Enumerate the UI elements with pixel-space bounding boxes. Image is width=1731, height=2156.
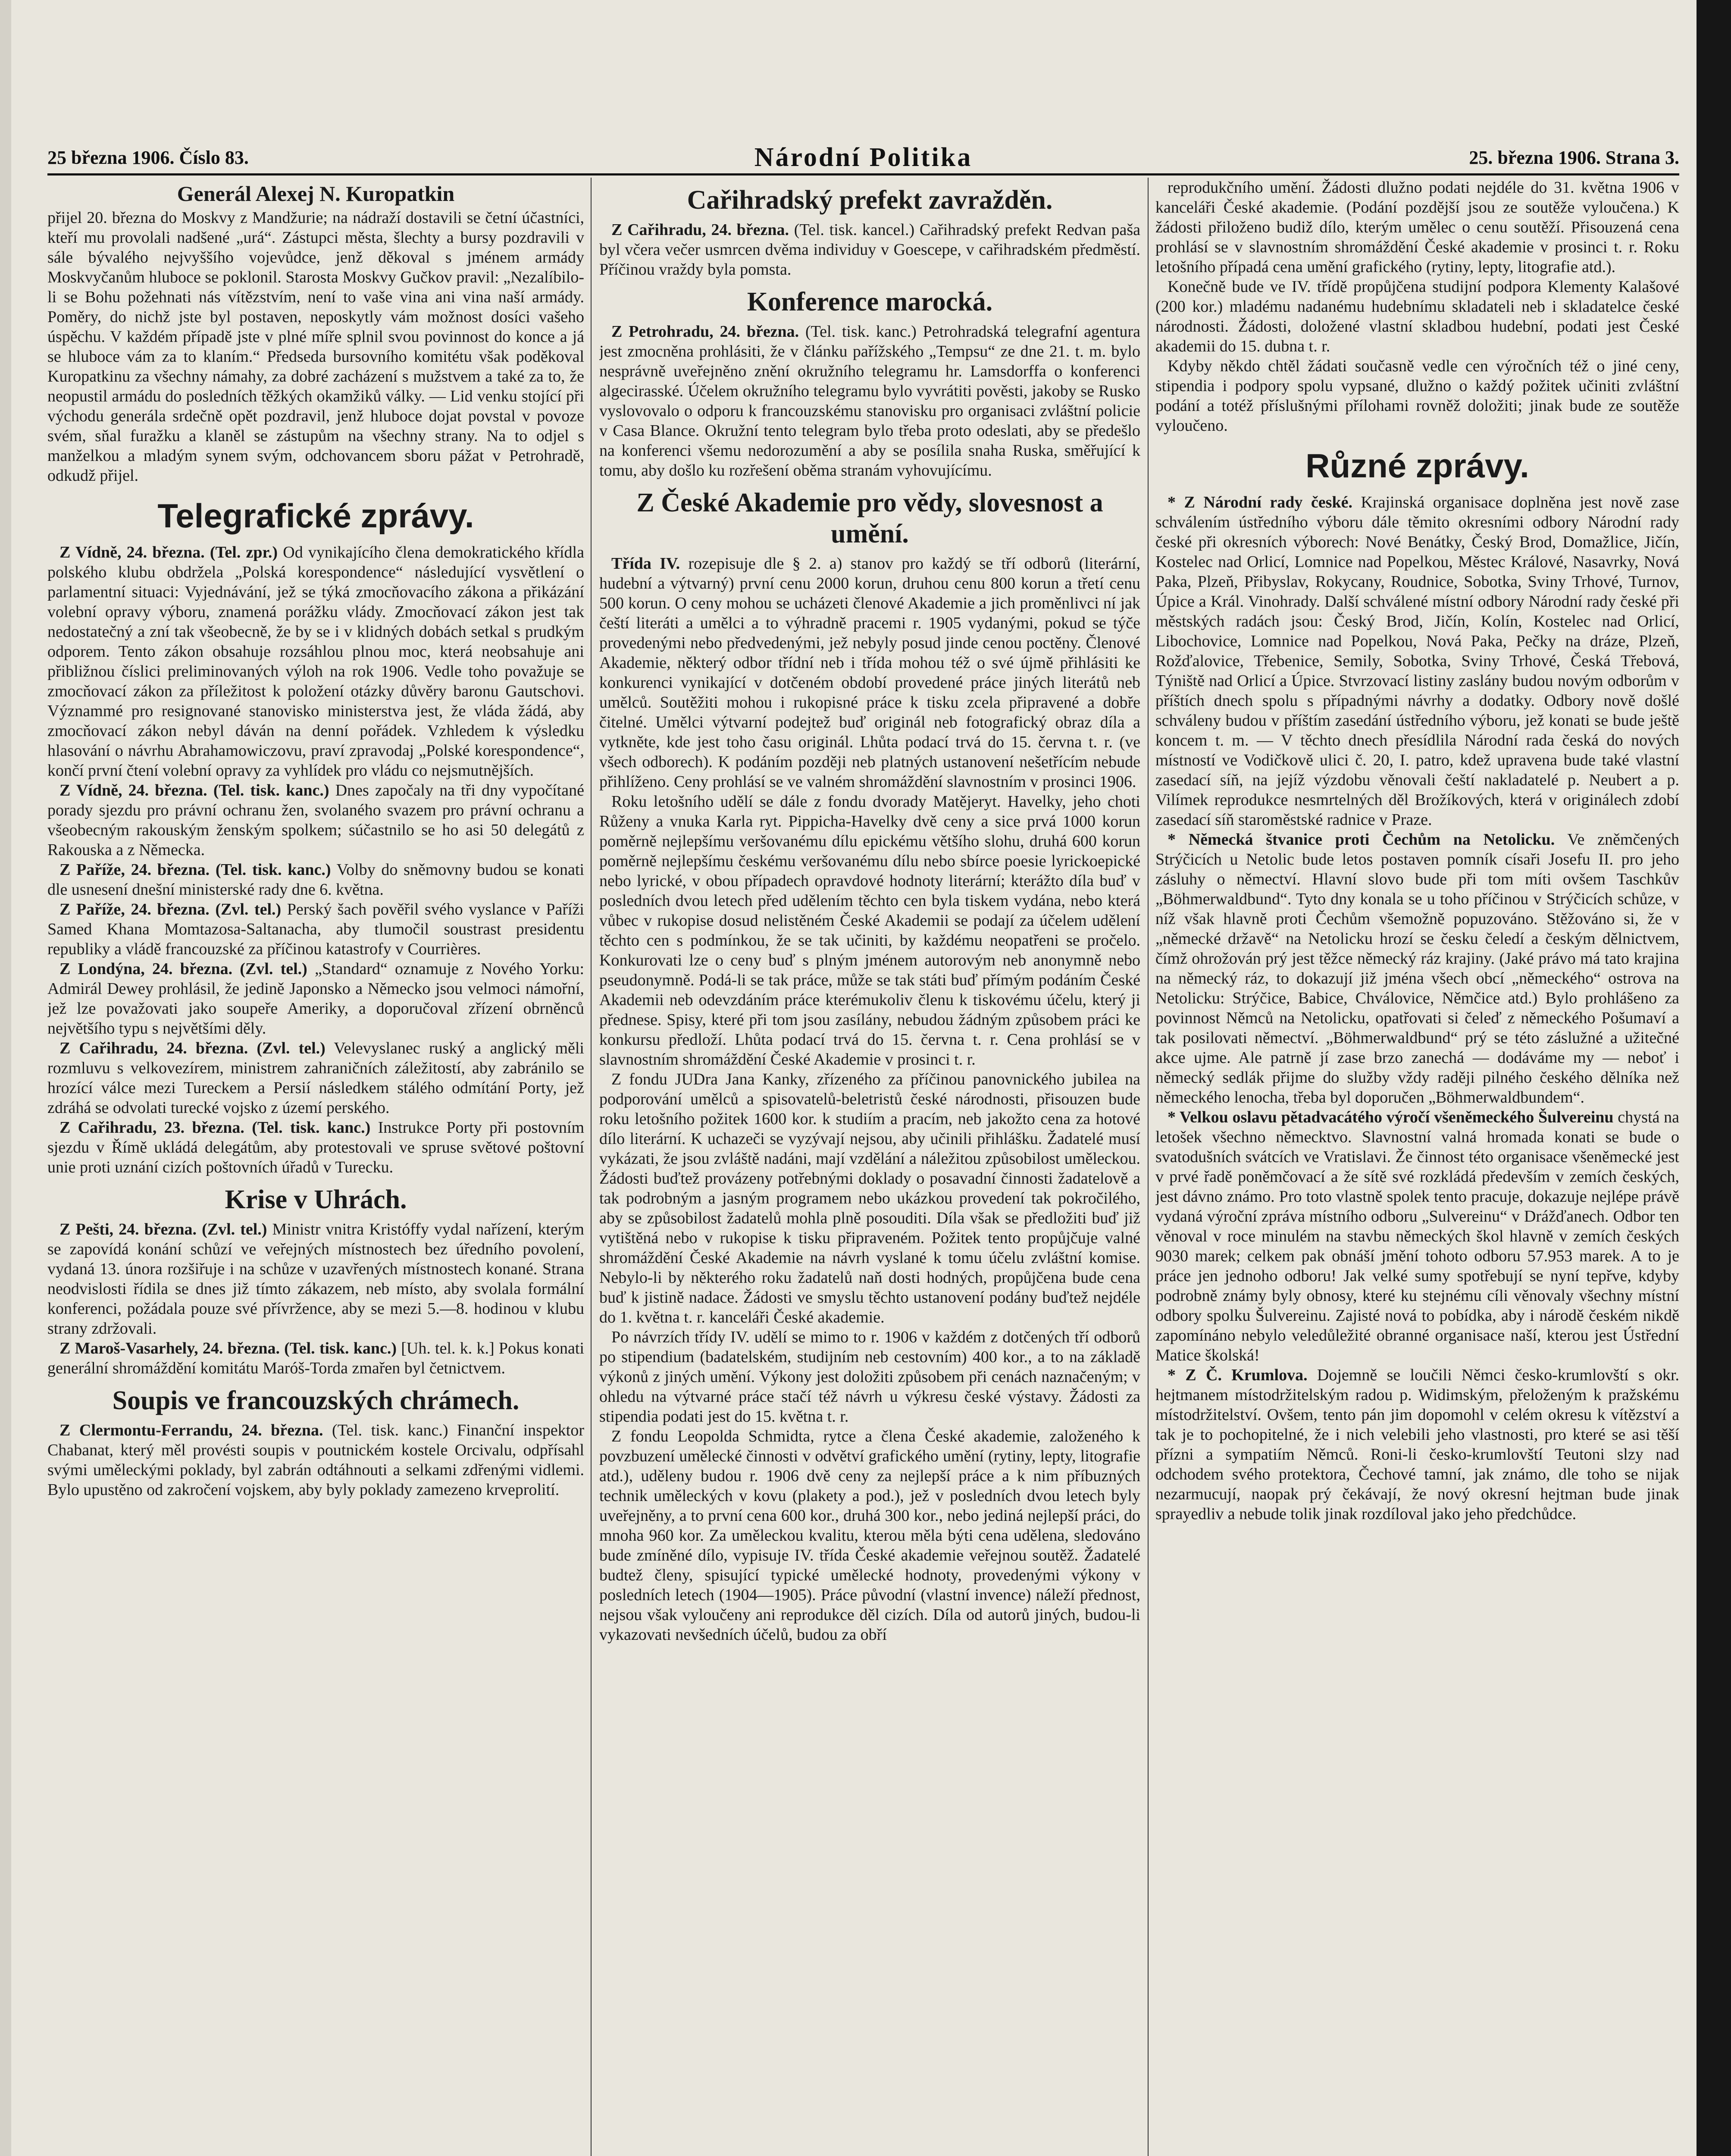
paragraph-text: (Tel. tisk. kancel.) Cařihradský prefekt Redvan paša byl včera večer usmrcen dvěma individuy v Goescepe, v cařihradském předměstí. Příčinou vraždy byla pomsta. (599, 221, 1140, 279)
news-paragraph (599, 792, 1140, 1069)
issue-date-left: 25 března 1906. Číslo 83. (47, 147, 249, 168)
masthead-rule (47, 173, 1679, 175)
paragraph-text: (Tel. tisk. kanc.) Petrohradská telegrafní agentura jest zmocněna prohlásiti, že v článku pařížského „Tempsu“ ze dne 21. t. m. bylo nesprávně uveřejněno znění okružního telegramu hr. Lamsdorffa o konferenci algecirasské. Účelem okružního telegramu bylo vyvrátiti pověsti, jakoby se Rusko vyslovovalo o odporu k francouzskému stanovisku pro organisaci zvláštní policie v Casa Blance. Okružní tento telegram bylo třeba proto odeslati, aby se předešlo na konferenci všemu nedorozumění a aby se posílila snaha Ruska, směřující k tomu, aby došlo ku rozřešení oběma stranám vyhovujícímu. (599, 323, 1140, 479)
news-paragraph (1155, 492, 1679, 830)
paragraph-text: Z fondu JUDra Jana Kanky, zřízeného za příčinou panovnického jubilea na podporování umělců a spisovatelů-beletristů české národnosti, přisouzen bude roku letošního požitek 1600 kor. k studiím a pracím, neb jakožto cena za hotové dílo literární. K uchazeči se vyzývají nejsou, aby učinili přihlášku. Žadatelé musí vykázati, že jsou zvláště nadáni, mají vzdělání a náležitou způsobilost uměleckou. Žádosti buďtež provázeny potřebnými doklady o posavadní činnosti žadatelově a tak podrobným a jasným programem nebo ukázkou provedení tak pokročilého, aby se způsobilost žadatelů mohla plně posouditi. Díla však se předložiti buď již vytištěná nebo v rukopise k tisku připraveném. Požitek tento propůjčuje valné shromáždění České Akademie na návrh vyslané k tomu účelu zvláštní komise. Nebylo-li by některého roku žadatelů naň dosti hodných, propůjčena bude cena buď k jistině nadace. Žádosti ve smyslu těchto ustanovení podány buďtež nejdéle do 1. května t. r. kanceláři České akademie. (599, 1070, 1140, 1326)
dateline: Z Maroš-Vasarhely, 24. března. (Tel. tisk. kanc.) (59, 1339, 397, 1357)
article-title-soupis: Soupis ve francouzských chrámech. (112, 1386, 520, 1415)
paragraph-text: rozepisuje dle § 2. a) stanov pro každý se tří odborů (literární, hudební a výtvarný) první cenu 2000 korun, druhou cenu 800 korun a třetí cenu 500 korun. O ceny mohou se ucházeti členové Akademie a jich proměnlivci ní jak čeští literáti a umělci a to výhradně pracemi r. 1905 vydanými, pokud se týče provedenými nebo předvedenými, jež nebyly posud jinde cenou poctěny. Členové Akademie, některý odbor třídní neb i třída mohou též o své újmě přihlásiti ke konkurenci vynikající v dotčeném období provedené práce jiných literátů neb umělců. Soutěžiti mohou i rukopisné práce k tisku zcela připravené a dobře čitelné. Umělci výtvarní podejtež buď originál neb fotografický obraz díla a vytkněte, kde jest toho času originál. Lhůta podací trvá do 15. června t. r. (ve všech odborech). K podáním později neb platných ustanovení nešetřícím nebude přihlíženo. Ceny prohlásí se ve valném shromáždění slavnostním v prosinci 1906. (599, 555, 1140, 791)
paragraph-text: Perský šach pověřil svého vyslance v Paříži Samed Khana Momtazosa-Saltanacha, aby tlumočil soustrast presidentu republiky a vládě francouzské za příčinou katastrofy v Courrières. (47, 900, 584, 958)
news-paragraph (47, 860, 584, 899)
dateline: * Z Národní rady české. (1168, 493, 1352, 511)
news-paragraph (47, 1038, 584, 1118)
news-paragraph (1155, 1107, 1679, 1365)
dateline: Z Petrohradu, 24. března. (611, 323, 799, 341)
masthead (47, 142, 1679, 173)
news-paragraph (1155, 1365, 1679, 1524)
news-paragraph (47, 1420, 584, 1500)
news-paragraph (599, 554, 1140, 792)
news-paragraph (1155, 277, 1679, 356)
column-1 (47, 178, 584, 2156)
paragraph-text: Dnes započaly na tři dny vypočítané porady sjezdu pro právní ochranu žen, svolaného svazem pro právní ochranu a všeobecným rakouským ženským spolkem; súčastnilo se ho asi 50 delegátů z Rakouska a z Německa. (47, 781, 584, 859)
article-title-kuropatkin: Generál Alexej N. Kuropatkin (177, 182, 455, 206)
news-paragraph (1155, 830, 1679, 1107)
paragraph-text: Ministr vnitra Kristóffy vydal nařízení, kterým se zapovídá konání schůzí ve veřejných místnostech bez úředního povolení, vydaná 13. února rozšiřuje i na schůze v uzavřených místnostech konané. Strana neodvislosti řídila se dnes již tímto zákazem, neb místo, aby svolala formální konferenci, požádala pouze své přívržence, aby se mezi 5.—8. hodinou v klubu strany zdržovali. (47, 1220, 584, 1338)
news-paragraph (599, 220, 1140, 279)
paragraph-text: „Standard“ oznamuje z Nového Yorku: Admirál Dewey prohlásil, že jedině Japonsko a Německo jsou velmoci námořní, jež lze považovati jako soupeře Ameriky, a doporučoval zřízení obrněnců největšího typu s největšími děly. (47, 960, 584, 1037)
dateline: Z Cařihradu, 23. března. (Tel. tisk. kanc.) (59, 1119, 371, 1137)
prefekt-paragraphs (599, 220, 1140, 279)
krise-paragraphs (47, 1219, 584, 1378)
paragraph-text: Kdyby někdo chtěl žádati současně vedle cen výročních též o jiné ceny, stipendia i podpory spolu vypsané, dlužno o každý požitek učiniti zvláštní podání a totéž příslušnými přílohami rovněž doložiti; jinak bude ze soutěže vyloučeno. (1155, 357, 1679, 435)
news-paragraph (599, 1327, 1140, 1426)
paragraph-text: Dojemně se loučili Němci česko-krumlovští s okr. hejtmanem místodržitelským radou p. Widimským, přeloženým k pražskému místodržitelství. Ovšem, tento pán jim dopomohl v celém okresu k vítězství a tak je to pochopitelné, že i nich velebili jeho vlastnosti, pro které se asi těší přízni a sympatiím Němců. Roni-li česko-krumlovští Teutoni slzy nad odchodem svého protektora, Čechové tamní, jak známo, dle toho se nijak nezarmucují, naopak prý čekávají, že nový okresní hejtman bude jinak sprayedliv a nebude tolik jinak rozdíloval jako jeho předchůdce. (1155, 1366, 1679, 1523)
article-title-akademie: Z České Akademie pro vědy, slovesnost a umění. (636, 488, 1103, 548)
column-3 (1155, 178, 1679, 2156)
akademie-paragraphs (599, 554, 1140, 1645)
soupis-paragraphs (47, 1420, 584, 1500)
dateline: Z Paříže, 24. března. (Tel. tisk. kanc.) (59, 861, 331, 879)
scan-left-margin (0, 0, 11, 2156)
news-paragraph (47, 899, 584, 959)
dateline: Z Vídně, 24. března. (Tel. tisk. kanc.) (59, 781, 329, 799)
dateline: Z Pešti, 24. března. (Zvl. tel.) (59, 1220, 267, 1238)
news-paragraph (1155, 178, 1679, 277)
news-paragraph (47, 780, 584, 860)
news-paragraph (47, 1338, 584, 1378)
paragraph-text: [Uh. tel. k. k.] Pokus konati generální shromáždění komitátu Maróš-Torda zmařen byl četnictvem. (47, 1339, 584, 1377)
dateline: Z Clermontu-Ferrandu, 24. března. (59, 1421, 323, 1439)
news-paragraph (599, 1426, 1140, 1645)
news-paragraph (47, 1219, 584, 1338)
article-title-krise: Krise v Uhrách. (225, 1185, 407, 1214)
paragraph-text: Z fondu Leopolda Schmidta, rytce a člena České akademie, založeného k povzbuzení umělecké činnosti v odvětví grafického umění (rytiny, lepty, litografie atd.), uděleny budou r. 1906 dvě ceny za nejlepší práce a k nim příbuzných technik uměleckých v kovu (plakety a pod.), jež v posledních dvou letech byly uveřejněny, a to první cena 600 kor., druhá 300 kor., nebo jediná nejlepší práci, do mnoha 960 kor. Za uměleckou kvalitu, kterou měla býti cena udělena, sledováno bude zmíněné dílo, vypisuje IV. třída České akademie veřejnou soutěž. Žadatelé budtež členy, spisující typické umělecké hodnoty, provedenými výkony v posledních letech (1904—1905). Práce původní (vlastní invence) náleží přednost, nejsou však vyloučeny ani reprodukce děl cizích. Díla od autorů jiných, budou-li vykazovati nevšedních účelů, budou za obří (599, 1427, 1140, 1644)
news-paragraph (599, 322, 1140, 480)
paragraph-text: Od vynikajícího člena demokratického křídla polského klubu obdržela „Polská korespondence“ následující vysvětlení o parlamentní situaci: Vyjednávání, jež se týká zmocňovacího zákona a přikázání volební opravy výboru, znamená porážku vlády. Zmocňovací zákon jest tak nedostatečný a zní tak všeobecně, že by se i v klidných dobách setkal s prudkým odporem. Tento zákon obsahuje rozsáhlou plnou moc, která neobsahuje ani přibližnou číslici preliminovaných výloh na rok 1906. Vedle toho považuje se zmocňovací zákon za příležitost k položení otázky důvěry baronu Gautschovi. Význammé pro resignované stanovisko ministerstva jest, že vláda žádá, aby zmocňovací zákon nebyl dáván na denní pořádek. Vzhledem k výsledku hlasování o návrhu Abrahamowiczovu, praví zpravodaj „Polské korespondence“, končí první čtení volební opravy za vyhlídek pro vládu co nejsmutnějších. (47, 543, 584, 780)
news-paragraph (1155, 356, 1679, 436)
dateline: Třída IV. (611, 555, 680, 573)
paragraph-text: Ve zněmčených Strýčicích u Netolic bude letos postaven pomník císaři Josefu II. pro jeho zásluhy o němectví. Hlavní slovo bude při tom míti ovšem Taschkův „Böhmerwaldbund“. Tyto dny konala se u toho příčinou v Strýčicích schůze, v níž však hlavně proti Čechům všemožně popuzováno. Stěžováno si, že v „německé državě“ na Netolicku hrozí se česku čeledí a českým dělnictvem, čímž ohrožován prý jest těžce německý ráz krajiny. (Jaké právo má tato krajina na německý ráz, to dokazují již jména všech obcí „německého“ ostrova na Netolicku: Strýčice, Babice, Chválovice, Němčice atd.) Bylo prohlášeno za povinnost Němců na Netolicku, opatřovati si čeleď z německého Pošumaví a tak posilovati němectví. „Böhmerwaldbund“ prý se této záslužné a užitečné akce ujme. Ale patrně jí zase brzo zanechá — dodáváme my — neboť i německý sedlák přijme do služby vždy raději pilného českého dělníka než německého lenocha, třeba byl doporučen „Böhmerwaldbundem“. (1155, 830, 1679, 1106)
scan-right-border (1697, 0, 1731, 2156)
paragraph-text: Instrukce Porty při postovním sjezdu v Římě ukládá delegátům, aby protestovali ve spruse světové poštovní unie proti uznání cizích poštovních úřadů v Turecku. (47, 1119, 584, 1176)
telegraficke-paragraphs (47, 542, 584, 1177)
section-title-ruzne: Různé zprávy. (1305, 447, 1529, 485)
paragraph-text: Konečně bude ve IV. třídě propůjčena studijní podpora Klementy Kalašové (200 kor.) mladému nadanému hudebnímu skladateli neb i skladatelce české národnosti. Žádosti, doložené vlastní skladbou hudební, podati jest České akademii do 15. dubna t. r. (1155, 278, 1679, 355)
dateline: Z Paříže, 24. března. (Zvl. tel.) (59, 900, 282, 918)
dateline: * Velkou oslavu pětadvacátého výročí všeněmeckého Šulvereinu (1168, 1108, 1614, 1126)
dateline: Z Vídně, 24. března. (Tel. zpr.) (59, 543, 278, 561)
column-rule-2 (1148, 178, 1149, 2156)
column-2 (599, 178, 1140, 2156)
dateline: Z Cařihradu, 24. března. (Zvl. tel.) (59, 1039, 326, 1057)
dateline: Z Londýna, 24. března. (Zvl. tel.) (59, 960, 307, 978)
konference-paragraphs (599, 322, 1140, 480)
news-paragraph (47, 1118, 584, 1177)
paragraph-text: Po návrzích třídy IV. udělí se mimo to r. 1906 v každém z dotčených tří odborů po stipendium (badatelském, studijním neb cestovním) 400 kor., a to na základě výkonů z jiných umění. Výkony jest doložiti způsobem při cenách naznačeným; v ohledu na výtvarné práce stačí též návrh u výkresu české výstavy. Žádosti za stipendia podati jest do 15. května t. r. (599, 1328, 1140, 1426)
newspaper-title: Národní Politika (754, 143, 973, 172)
column-rule-1 (591, 178, 592, 2156)
paragraph-text: Volby do sněmovny budou se konati dle usnesení dnešní ministerské rady dne 6. května. (47, 861, 584, 899)
dateline: * Z Č. Krumlova. (1168, 1366, 1308, 1384)
dateline: Z Cařihradu, 24. března. (611, 221, 789, 239)
news-paragraph (599, 1069, 1140, 1327)
article-body-kuropatkin: přijel 20. března do Moskvy z Mandžurie; na nádraží dostavili se četní účastníci, kteří mu provolali nadšené „urá“. Zástupci města, šlechty a bursy pozdravili v sále bývalého nejvyššího vojevůdce, jenž děkoval s jménem armády Moskvyčanům hluboce se poklonil. Starosta Moskvy Gučkov pravil: „Nezalíbilo-li se Bohu požehnati nás vítězstvím, není to vaše vina ani vina naší armády. Poměry, do nichž jste byl postaven, neposkytly vám možnost dosíci vašeho úspěchu. V každém případě jste v plné míře splnil svou povinnost do konce a já se hluboce vám za to klaním.“ Předseda bursovního komitétu však poděkoval Kuropatkinu za všechny námahy, za dobré zacházení s mužstvem a také za to, že neopustil armádu do posledních těžkých okamžiků války. — Lid venku stojící při východu generála srdečně opět pozdravil, jenž hluboce dojat povstal v povoze svém, sňal furažku a klaněl se zástupům na všechny strany. Na to odjel s manželkou a mladým synem svým, odchovancem sboru pážat v Petrohradě, odkudž přijel. (47, 209, 584, 485)
section-title-telegraficke: Telegrafické zprávy. (157, 497, 474, 535)
news-paragraph (47, 959, 584, 1038)
article-title-prefekt: Cařihradský prefekt zavražděn. (687, 185, 1053, 215)
paragraph-text: Krajinská organisace doplněna jest nově zase schválením ústředního výboru dále těmito okresními odbory Národní rady české při okresních výborech: Nové Benátky, Český Brod, Domažlice, Jičín, Kostelec nad Orlicí, Lomnice nad Popelkou, Městec Králové, Nasavrky, Nová Paka, Plzeň, Přibyslav, Rokycany, Roudnice, Sobotka, Sviny Trhové, Turnov, Úpice a Král. Vinohrady. Další schválené místní odbory Národní rady české při městských radách jsou: Český Brod, Jičín, Kolín, Kostelec nad Orlicí, Libochovice, Lomnice nad Popelkou, Nová Paka, Pečky na dráze, Plzeň, Rožďalovice, Třebenice, Semily, Sobotka, Sviny Trhové, Česká Třebová, Týniště nad Orlicí a Úpice. Stvrzovací listiny zaslány budou novým odborům v příštích dnech spolu s případnými návrhy a dodatky. Odbory nově došlé schváleny budou v příštím zasedání ústředního výboru, jež konati se bude ještě koncem t. m. — V těchto dnech přesídlila Národní rada česká do nových místností ve Vodičkově ulici č. 20, I. patro, kdež upravena bude také vlastní zasedací síň, na jejíž výzdobu věnovali čeští nakladatelé p. Neubert a p. Vilímek reprodukce nesmrtelných děl Brožíkových, která v originálech zdobí zasedací síň staroměstské radnice v Praze. (1155, 493, 1679, 829)
paragraph-text: (Tel. tisk. kanc.) Finanční inspektor Chabanat, který měl provésti soupis v poutnickém kostele Orcivalu, odpřísahl svými uměleckými poklady, byl zabrán odtáhnouti a selkami zdřenými vidlemi. Bylo upustěno od zakročení vojskem, aby byly poklady zamezeno krveprolití. (47, 1421, 584, 1499)
paragraph-text: reprodukčního umění. Žádosti dlužno podati nejdéle do 31. května 1906 v kanceláři České akademie. (Podání pozdější jsou ze soutěže vyloučena.) K žádosti přiloženo budiž dílo, kterým umělec o cenu soutěží. Přisouzená cena prohlásí se v slavnostním shromáždění České akademie v prosinci t. r. Roku letošního případá cena umění grafického (rytiny, lepty, litografie atd.). (1155, 179, 1679, 276)
paragraph-text: Velevyslanec ruský a anglický měli rozmluvu s velkovezírem, ministrem zahraničních záležitostí, aby zabránilo se hrozící válce mezi Tureckem a Persií následkem stálého odmítání Porty, jež zdráhá se odvolati turecké vojsko z území perského. (47, 1039, 584, 1117)
dateline: * Německá štvanice proti Čechům na Netolicku. (1168, 830, 1555, 849)
article-title-konference: Konference marocká. (747, 287, 993, 317)
paragraph-text: Roku letošního udělí se dále z fondu dvorady Matějeryt. Havelky, jeho choti Růženy a vnuka Karla ryt. Pippicha-Havelky dvě ceny a sice prvá 1000 korun poměrně nejlepšímu veršovanému dílu epickému většího slohu, druhá 600 korun poměrně nejlepšímu českému veršovanému dílu nebo sbírce poesie lyrickoepické nebo lyrické, v obou případech opravdové hodnoty literární; kterážto díla buď v posledních dvou letech před udělením těchto cen byla tiskem vydána, nebo která vůbec v rukopise dosud nelistěném České Akademii se podají za účelem udělení těchto cen s podmínkou, že se tak učiniti, by každému neopatřeni se pročelo. Konkurovati lze o ceny buď s plným jménem autorovým neb anonymně nebo pseudonymně. Podá-li se tak práce, může se tak státi buď přímým podáním České Akademii neb odevzdáním práce kterémukoliv členu k tiskovému účelu, který ji přednese. Spisy, které při tom jsou zasílány, nebudou žádným způsobem práci ke konkursu předloží. Lhůta podací trvá do 15. června t. r. Cena prohlásí se v slavnostním shromáždění České Akademie v prosinci t. r. (599, 793, 1140, 1069)
issue-date-right: 25. března 1906. Strana 3. (1469, 147, 1679, 168)
akademie-continued-paragraphs (1155, 178, 1679, 436)
paragraph-text: chystá na letošek všechno německtvo. Slavnostní valná hromada konati se bude o svatodušních svátcích ve Vratislavi. Že činnost této organisace všeněmecké jest v prvé řadě poněmčovací a že sítě své rozkládá především v zemích českých, jest dávno známo. Pro toto vlastně spolek tento pracuje, dokazuje nejlépe právě vydaná výroční zpráva místního odboru „Sulvereinu“ v Drážďanech. Odbor ten věnoval v roce minulém na stavbu německých škol hlavně v zemích českých 9030 marek; celkem pak obnáší jmění tohoto odboru 57.953 marek. A to je práce jen jednoho odboru! Jak velké sumy spotřebují se nyní tepřve, kdyby podrobně známy byly obnosy, které ku stejnému cíli věnovaly všechny místní odbory spolku Šulvereinu. Zajisté nová to pobídka, aby i národě českém nikdě zapomínáno nebylo veledůležité obranné organisace naší, kterou jest Ústřední Matice školská! (1155, 1108, 1679, 1364)
ruzne-paragraphs (1155, 492, 1679, 1524)
news-paragraph (47, 542, 584, 780)
